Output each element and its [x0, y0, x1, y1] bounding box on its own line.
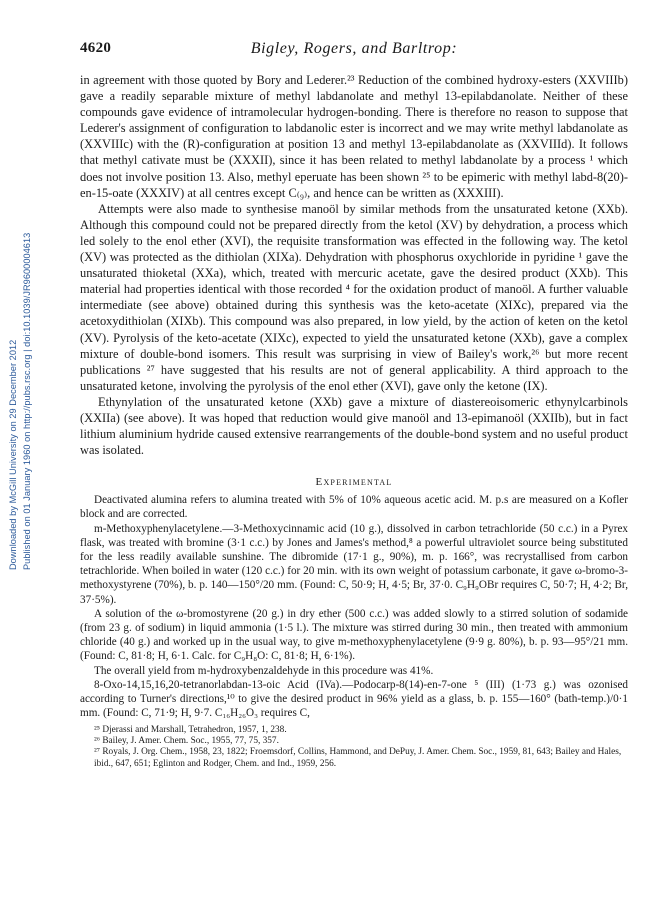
- paragraph-alumina-note: Deactivated alumina refers to alumina treated with 5% of 10% aqueous acetic acid. M. p.s are measured on a Kofler block and are corrected.: [80, 494, 628, 521]
- paragraph-labdanolate: in agreement with those quoted by Bory and Lederer.²³ Reduction of the combined hydroxy-esters (XXVIIIb) gave a readily separable mixture of methyl labdanolate and methyl 13-epilabdanolate. Neither of these compounds gave evidence of intramolecular hydrogen-bonding. There is therefore no reason to suppose that Lederer's assignment of configuration to labdanolic ester is incorrect and we may write methyl labdanolate as (XXVIIIc) with the (R)-configuration at position 13 and methyl 13-epilabdanolate as (XXVIIId). It follows that methyl cativate must be (XXXII), since it has been related to methyl labdanolate by a process ¹ which does not involve position 13. Also, methyl eperuate has been shown ²⁵ to be epimeric with methyl labd-8(20)-en-15-oate (XXXIV) at all centres except C₍₉₎, and hence can be written as (XXXIII).: [80, 73, 628, 200]
- paragraph-tetranorlabdanoic-acid: 8-Oxo-14,15,16,20-tetranorlabdan-13-oic Acid (IVa).—Podocarp-8(14)-en-7-one ⁵ (III) (1·73 g.) was ozonised according to Turner's directions,¹⁰ to give the desired product in 96% yield as a glass, b. p. 155—160° (bath-temp.)/0·1 mm. (Found: C, 71·9; H, 9·7. C₁₆H₂₆O₃ requires C,: [80, 678, 628, 720]
- paragraph-methoxyphenylacetylene: m-Methoxyphenylacetylene.—3-Methoxycinnamic acid (10 g.), dissolved in carbon tetrachloride (50 c.c.) in a Pyrex flask, was treated with bromine (3·1 c.c.) by Jones and James's method,⁸ a powerful ultraviolet source being substituted for the less readily available sunshine. The dibromide (17·1 g., 90%), m. p. 166°, was recrystallised from carbon tetrachloride. When boiled in water (120 c.c.) for 20 min. with its own weight of potassium carbonate, it gave ω-bromo-3-methoxystyrene (70%), b. p. 140—150°/20 mm. (Found: C, 50·9; H, 4·5; Br, 37·0. C₉H₉OBr requires C, 50·7; H, 4·2; Br, 37·5%).: [80, 522, 628, 606]
- paragraph-overall-yield: The overall yield from m-hydroxybenzaldehyde in this procedure was 41%.: [94, 664, 434, 677]
- watermark-download-line: Downloaded by McGill University on 29 December 2012: [8, 339, 18, 570]
- footnote-27: ²⁷ Royals, J. Org. Chem., 1958, 23, 1822; Froemsdorf, Collins, Hammond, and DePuy, J. Amer. Chem. Soc., 1959, 81, 643; Bailey and Hales, ibid., 647, 651; Eglinton and Rodger, Chem. and Ind., 1959, 256.: [94, 747, 622, 769]
- watermark-published-line: Published on 01 January 1960 on http://pubs.rsc.org | doi:10.1039/JR9600004613: [22, 232, 32, 570]
- page-header: [80, 40, 628, 66]
- experimental-text: [80, 493, 628, 720]
- running-head-authors: Bigley, Rogers, and Barltrop:: [250, 40, 458, 57]
- page-number: 4620: [80, 40, 112, 56]
- footnote-26: ²⁶ Bailey, J. Amer. Chem. Soc., 1955, 77, 75, 357.: [94, 735, 279, 746]
- paragraph-manool-synthesis: Attempts were also made to synthesise manoöl by similar methods from the unsaturated ketone (XXb). Although this compound could not be prepared directly from the ketol (XV) by dehydration, a process which led solely to the enol ether (XVI), the requisite transformation was effected in the following way. The ketol (XV) was protected as the dithiolan (XIXa). Dehydration with phosphorus oxychloride in pyridine ¹ gave the unsaturated thioketal (XXa), which, treated with mercuric acetate, gave the desired product (XXb). This material had properties identical with those recorded ⁴ for the oxidation product of manoöl. A further valuable intermediate (see above) obtained during this synthesis was the keto-acetate (XIXc), prepared via the acetoxydithiolan (XIXb). This compound was also prepared, in low yield, by the action of keten on the ketol (XV). Pyrolysis of the keto-acetate (XIXc), expected to yield the unsaturated ketone (XXb), gave a complex mixture of double-bond isomers. This result was surprising in view of Bailey's work,²⁶ but more recent publications ²⁷ have suggested that his results are not of general applicability. A third approach to the unsaturated ketone, involving the pyrolysis of the enol ether (XVI), gave only the ketone (IX).: [80, 201, 628, 393]
- section-heading-experimental: Experimental: [315, 476, 393, 489]
- journal-page: [80, 40, 628, 770]
- discussion-text: [80, 72, 628, 458]
- download-watermark: [4, 150, 40, 570]
- paragraph-ethynylation: Ethynylation of the unsaturated ketone (XXb) gave a mixture of diastereoisomeric ethynylcarbinols (XXIIa) (see above). It was hoped that reduction would give manoöl and 13-epimanoöl (XXIIb), but in fact lithium aluminium hydride caused extensive rearrangements of the double-bond system and no useful product was isolated.: [80, 394, 628, 458]
- footnotes: [80, 725, 628, 771]
- footnote-25: ²⁵ Djerassi and Marshall, Tetrahedron, 1957, 1, 238.: [94, 724, 287, 735]
- paragraph-bromostyrene: A solution of the ω-bromostyrene (20 g.) in dry ether (500 c.c.) was added slowly to a stirred solution of sodamide (from 23 g. of sodium) in liquid ammonia (1·5 l.). The mixture was stirred during 30 min., then treated with ammonium chloride (40 g.) and worked up in the usual way, to give m-methoxyphenylacetylene (9·9 g. 80%), b. p. 93—95°/21 mm. (Found: C, 81·8; H, 6·1. Calc. for C₉H₈O: C, 81·8; H, 6·1%).: [80, 607, 628, 663]
